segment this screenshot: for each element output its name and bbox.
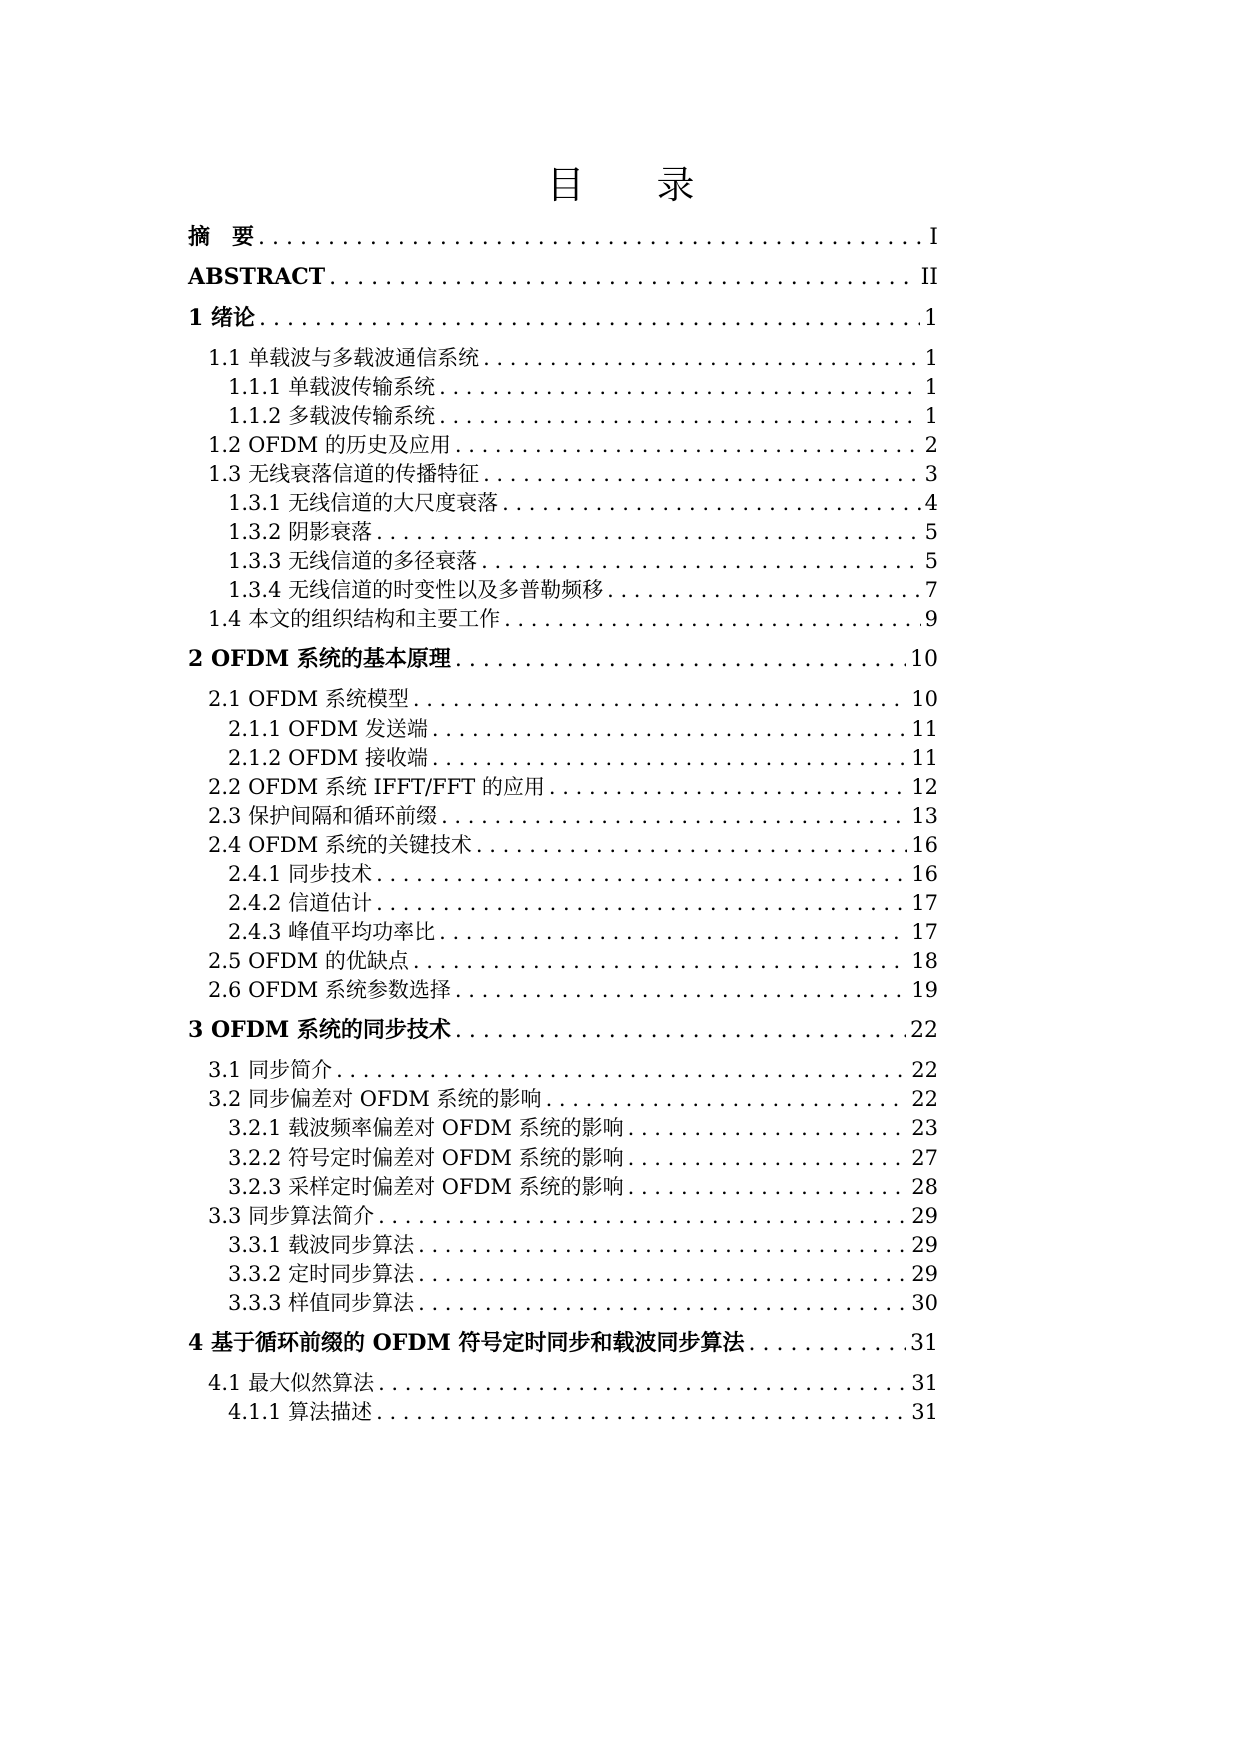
toc-entry-label: 3.2.2 符号定时偏差对 OFDM 系统的影响 <box>228 1146 624 1170</box>
toc-entry[interactable] <box>208 801 938 831</box>
toc-entry-label: 1.3 无线衰落信道的传播特征 <box>208 462 480 486</box>
toc-entry-page-number: 3 <box>924 462 938 486</box>
toc-entry-label: 3.1 同步简介 <box>208 1058 333 1082</box>
toc-entry-page-number: 1 <box>924 404 938 428</box>
toc-entry-page-number: 22 <box>910 1018 938 1043</box>
toc-entry[interactable] <box>208 684 938 714</box>
toc-entry[interactable] <box>228 1143 938 1173</box>
toc-entry[interactable] <box>188 222 938 252</box>
toc-leader-dots <box>481 546 921 576</box>
toc-entry[interactable] <box>228 488 938 518</box>
toc-entry[interactable] <box>208 459 938 489</box>
toc-entry[interactable] <box>208 946 938 976</box>
toc-leader-dots <box>439 401 921 431</box>
toc-entry-page-number: 4 <box>924 491 938 515</box>
toc-leader-dots <box>455 430 921 460</box>
toc-entry[interactable] <box>228 372 938 402</box>
page-title: 目 录 <box>546 163 725 207</box>
toc-leader-dots <box>628 1113 908 1143</box>
toc-entry[interactable] <box>228 1230 938 1260</box>
toc-leader-dots <box>628 1172 908 1202</box>
toc-entry[interactable] <box>208 1055 938 1085</box>
toc-entry[interactable] <box>208 772 938 802</box>
toc-entry-label: 摘 要 <box>188 224 255 250</box>
toc-entry-label: 1.2 OFDM 的历史及应用 <box>208 433 451 457</box>
toc-leader-dots <box>749 1329 906 1359</box>
toc-entry-page-number: 17 <box>911 920 938 944</box>
toc-entry[interactable] <box>208 343 938 373</box>
toc-entry-label: 2.1 OFDM 系统模型 <box>208 687 409 711</box>
toc-entry-page-number: 31 <box>910 1331 938 1356</box>
toc-entry-page-number: 7 <box>924 578 938 602</box>
toc-entry-page-number: II <box>920 265 938 290</box>
toc-leader-dots <box>378 1201 907 1231</box>
toc-leader-dots <box>546 1084 908 1114</box>
toc-entry[interactable] <box>228 1259 938 1289</box>
toc-leader-dots <box>455 975 907 1005</box>
toc-entry-label: 1.3.4 无线信道的时变性以及多普勒频移 <box>228 578 604 602</box>
toc-entry-label: 4.1.1 算法描述 <box>228 1400 373 1424</box>
toc-entry-page-number: 17 <box>911 891 938 915</box>
toc-leader-dots <box>455 1016 906 1046</box>
toc-leader-dots <box>376 517 921 547</box>
toc-leader-dots <box>376 859 907 889</box>
toc-leader-dots <box>432 714 907 744</box>
toc-entry-label: 3.2.1 载波频率偏差对 OFDM 系统的影响 <box>228 1116 624 1140</box>
toc-entry[interactable] <box>228 1397 938 1427</box>
toc-leader-dots <box>259 304 920 334</box>
toc-entry-page-number: 18 <box>911 949 938 973</box>
toc-entry-page-number: 11 <box>911 717 938 741</box>
toc-leader-dots <box>418 1288 907 1318</box>
toc-leader-dots <box>439 372 921 402</box>
toc-leader-dots <box>502 488 921 518</box>
toc-entry-page-number: 19 <box>911 978 938 1002</box>
toc-leader-dots <box>441 801 907 831</box>
toc-entry-label: 4 基于循环前缀的 OFDM 符号定时同步和载波同步算法 <box>188 1330 745 1356</box>
toc-entry-page-number: 31 <box>911 1400 938 1424</box>
toc-entry-page-number: 12 <box>911 775 938 799</box>
toc-entry[interactable] <box>188 1015 938 1045</box>
toc-leader-dots <box>439 917 907 947</box>
toc-entry-label: 4.1 最大似然算法 <box>208 1371 375 1395</box>
toc-entry[interactable] <box>228 546 938 576</box>
toc-leader-dots <box>418 1230 907 1260</box>
toc-entry-label: 3.2.3 采样定时偏差对 OFDM 系统的影响 <box>228 1175 624 1199</box>
toc-entry-label: 2.4.3 峰值平均功率比 <box>228 920 436 944</box>
toc-entry-page-number: 23 <box>911 1116 938 1140</box>
toc-entry-page-number: 16 <box>911 833 938 857</box>
toc-entry-label: 1.1.1 单载波传输系统 <box>228 375 436 399</box>
toc-entry-page-number: 9 <box>924 607 938 631</box>
toc-leader-dots <box>455 645 906 675</box>
toc-leader-dots <box>549 772 907 802</box>
toc-entry-label: 2.2 OFDM 系统 IFFT/FFT 的应用 <box>208 775 545 799</box>
toc-entry-page-number: 5 <box>924 549 938 573</box>
toc-entry-page-number: 5 <box>924 520 938 544</box>
toc-entry[interactable] <box>208 430 938 460</box>
toc-entry[interactable] <box>188 644 938 674</box>
toc-leader-dots <box>483 343 921 373</box>
toc-entry[interactable] <box>228 714 938 744</box>
toc-entry-label: 3.2 同步偏差对 OFDM 系统的影响 <box>208 1087 542 1111</box>
toc-entry-page-number: 11 <box>911 746 938 770</box>
toc-leader-dots <box>329 263 916 293</box>
toc-entry-label: 2.1.1 OFDM 发送端 <box>228 717 428 741</box>
toc-entry[interactable] <box>208 830 938 860</box>
toc-entry-label: 3 OFDM 系统的同步技术 <box>188 1017 451 1043</box>
toc-entry[interactable] <box>188 1328 938 1358</box>
toc-leader-dots <box>413 946 907 976</box>
toc-entry[interactable] <box>188 303 938 333</box>
toc-entry-page-number: 30 <box>911 1291 938 1315</box>
toc-entry-page-number: 13 <box>911 804 938 828</box>
toc-entry[interactable] <box>208 1084 938 1114</box>
toc-leader-dots <box>628 1143 908 1173</box>
toc-entry-label: 2.1.2 OFDM 接收端 <box>228 746 428 770</box>
toc-entry[interactable] <box>208 975 938 1005</box>
toc-entry[interactable] <box>228 401 938 431</box>
toc-leader-dots <box>413 684 907 714</box>
toc-entry-page-number: 29 <box>911 1204 938 1228</box>
toc-entry-label: ABSTRACT <box>188 264 326 290</box>
toc-entry-page-number: 1 <box>924 306 938 331</box>
toc-entry-label: 2.4.2 信道估计 <box>228 891 373 915</box>
toc-entry-page-number: 29 <box>911 1262 938 1286</box>
toc-entry-label: 1.1.2 多载波传输系统 <box>228 404 436 428</box>
toc-entry[interactable] <box>228 1113 938 1143</box>
toc-leader-dots <box>418 1259 907 1289</box>
toc-leader-dots <box>378 1368 907 1398</box>
toc-entry[interactable] <box>228 743 938 773</box>
toc-entry-label: 1.1 单载波与多载波通信系统 <box>208 346 480 370</box>
toc-entry-label: 1.4 本文的组织结构和主要工作 <box>208 607 501 631</box>
toc-entry[interactable] <box>208 604 938 634</box>
toc-leader-dots <box>432 743 907 773</box>
toc-entry-label: 2.4.1 同步技术 <box>228 862 373 886</box>
toc-entry[interactable] <box>228 859 938 889</box>
toc-entry-label: 2.6 OFDM 系统参数选择 <box>208 978 451 1002</box>
toc-entry-page-number: 2 <box>924 433 938 457</box>
toc-entry-page-number: 31 <box>911 1371 938 1395</box>
toc-entry-page-number: 22 <box>911 1058 938 1082</box>
toc-entry-label: 2.5 OFDM 的优缺点 <box>208 949 409 973</box>
toc-leader-dots <box>376 1397 907 1427</box>
toc-entry-label: 2 OFDM 系统的基本原理 <box>188 646 451 672</box>
toc-entry-page-number: 10 <box>911 687 938 711</box>
toc-entry-label: 1.3.2 阴影衰落 <box>228 520 373 544</box>
toc-entry-page-number: 28 <box>911 1175 938 1199</box>
toc-entry-page-number: I <box>929 225 938 250</box>
toc-leader-dots <box>504 604 921 634</box>
toc-leader-dots <box>483 459 921 489</box>
toc-entry-label: 2.3 保护间隔和循环前缀 <box>208 804 438 828</box>
toc-entry-label: 3.3 同步算法简介 <box>208 1204 375 1228</box>
toc-entry-page-number: 1 <box>924 375 938 399</box>
toc-entry-label: 3.3.2 定时同步算法 <box>228 1262 415 1286</box>
toc-entry-page-number: 27 <box>911 1146 938 1170</box>
toc-leader-dots <box>476 830 907 860</box>
toc-entry[interactable] <box>228 517 938 547</box>
toc-entry-page-number: 22 <box>911 1087 938 1111</box>
toc-entry-label: 1 绪论 <box>188 305 255 331</box>
toc-entry[interactable] <box>208 1368 938 1398</box>
toc-entry-page-number: 1 <box>924 346 938 370</box>
toc-leader-dots <box>336 1055 907 1085</box>
toc-entry-label: 2.4 OFDM 系统的关键技术 <box>208 833 472 857</box>
toc-entry-label: 3.3.3 样值同步算法 <box>228 1291 415 1315</box>
toc-entry-label: 1.3.3 无线信道的多径衰落 <box>228 549 478 573</box>
toc-entry[interactable] <box>228 917 938 947</box>
toc-entry[interactable] <box>188 262 938 292</box>
toc-leader-dots <box>607 575 921 605</box>
toc-entry-page-number: 29 <box>911 1233 938 1257</box>
toc-entry[interactable] <box>228 1172 938 1202</box>
toc-entry[interactable] <box>208 1201 938 1231</box>
toc-leader-dots <box>376 888 907 918</box>
toc-entry[interactable] <box>228 1288 938 1318</box>
toc-entry[interactable] <box>228 888 938 918</box>
toc-entry-page-number: 10 <box>910 647 938 672</box>
toc-entry-page-number: 16 <box>911 862 938 886</box>
toc-entry-label: 1.3.1 无线信道的大尺度衰落 <box>228 491 499 515</box>
toc-entry-label: 3.3.1 载波同步算法 <box>228 1233 415 1257</box>
toc-leader-dots <box>258 223 925 253</box>
toc-entry[interactable] <box>228 575 938 605</box>
